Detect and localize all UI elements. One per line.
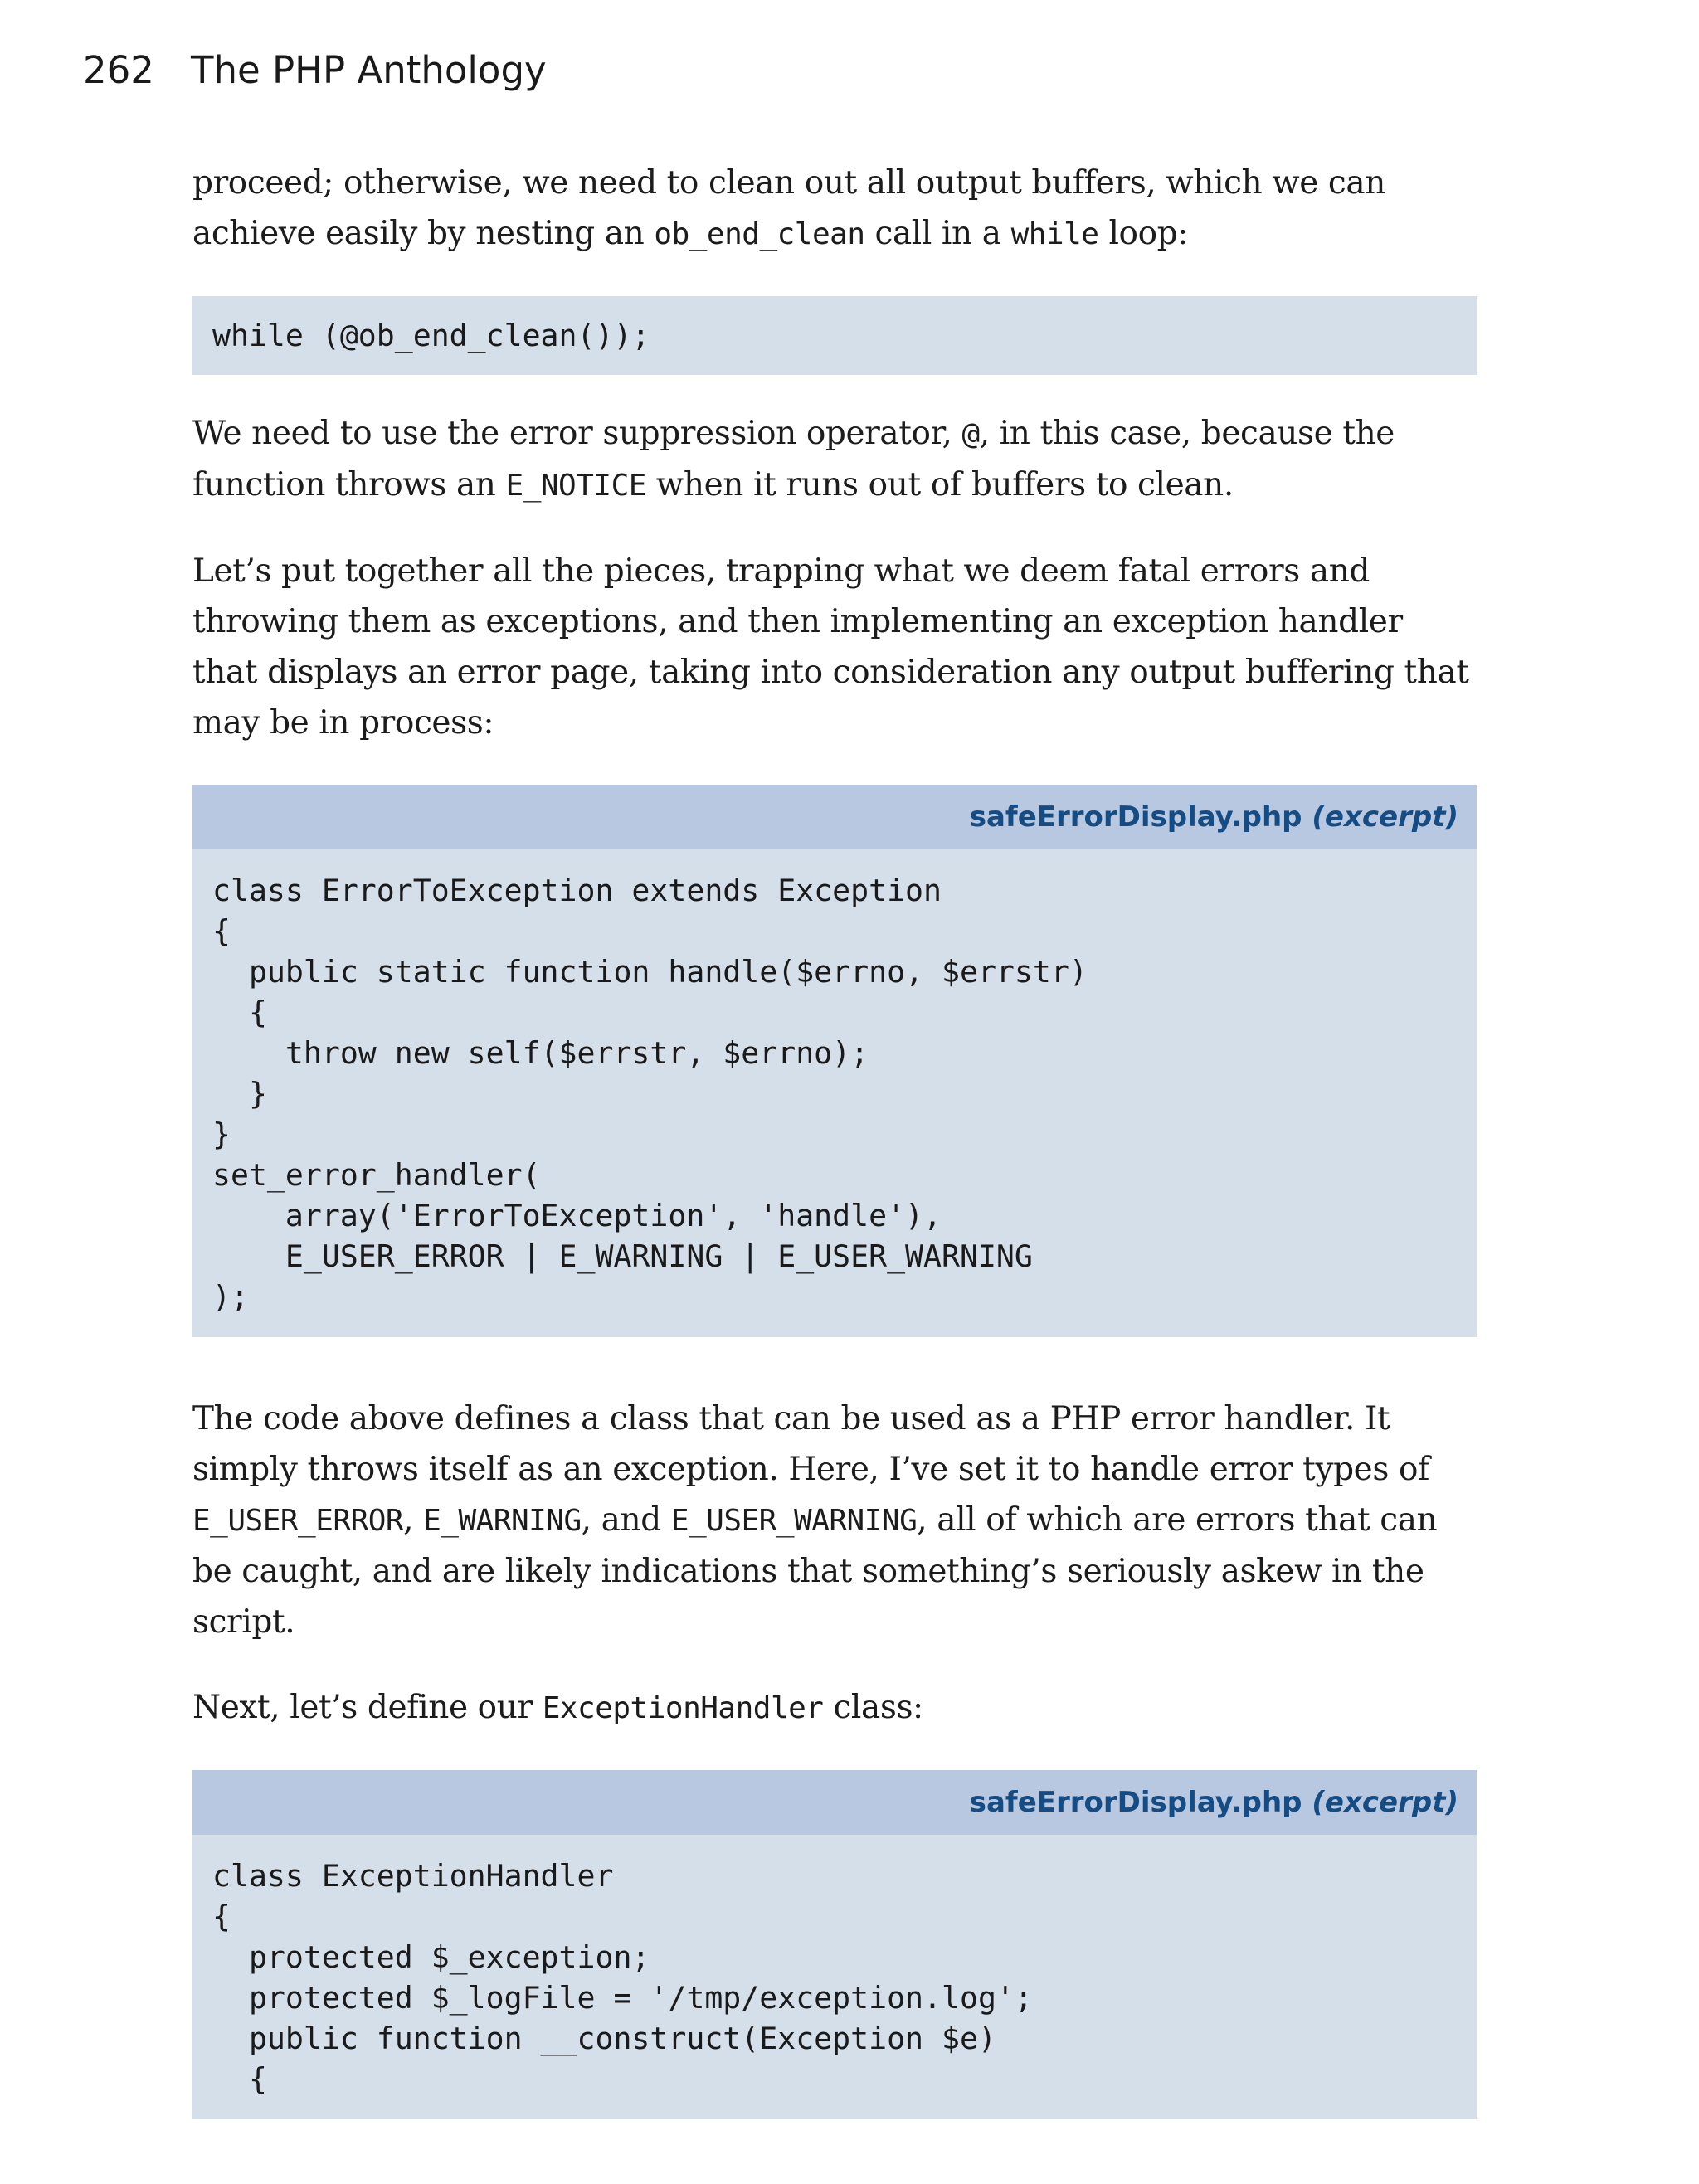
running-header	[83, 48, 547, 92]
paragraph-putting-together: Let’s put together all the pieces, trapping what we deem fatal errors and throwing them as exceptions, and then implementing an exception handler that displays an error page, taking into consideration any output buffering that may be in process:	[192, 552, 1469, 742]
listing-caption	[192, 785, 1477, 849]
listing-caption	[192, 1770, 1477, 1835]
paragraph-next-class: Next, let’s define our ExceptionHandler class:	[192, 1689, 923, 1726]
listing-excerpt-note: (excerpt)	[1312, 1786, 1458, 1819]
main-content	[192, 158, 1477, 2119]
inline-code-e-notice: E_NOTICE	[505, 469, 646, 503]
inline-code-e-warning: E_WARNING	[423, 1504, 582, 1538]
paragraph-error-suppression: We need to use the error suppression operator, @, in this case, because the function throws an E_NOTICE when it runs out of buffers to clean.	[192, 415, 1395, 503]
inline-code-e-user-error: E_USER_ERROR	[192, 1504, 404, 1538]
paragraph-code-explanation: The code above defines a class that can be used as a PHP error handler. It simply throws itself as an exception. Here, I’ve set it to handle error types of E_USER_ERROR, E_WARNING, and E_USER_WARNING, all of which are errors that can be caught, and are likely indications that something’s seriously askew in the script.	[192, 1400, 1438, 1641]
code-block-while-loop: while (@ob_end_clean());	[192, 296, 1477, 375]
page-number: 262	[83, 48, 154, 92]
listing-code: class ExceptionHandler { protected $_exception; protected $_logFile = '/tmp/exception.log'; public function __construct(Exception $e) {	[192, 1835, 1477, 2119]
inline-code-exception-handler: ExceptionHandler	[542, 1691, 824, 1725]
listing-filename: safeErrorDisplay.php	[969, 800, 1302, 834]
inline-code-e-user-warning: E_USER_WARNING	[670, 1504, 918, 1538]
inline-code-at-operator: @	[961, 417, 980, 451]
book-title: The PHP Anthology	[191, 48, 547, 92]
code-listing-exception-handler	[192, 1770, 1477, 2119]
inline-code-while: while	[1010, 217, 1099, 251]
listing-code: class ErrorToException extends Exception { public static function handle($errno, $errstr) { throw new self($errstr, $errno); } } set_error_handler( array('ErrorToException', 'handle'), E_USER_ERROR | E_WARNING | E_USER_WARNING );	[192, 849, 1477, 1337]
paragraph-buffers-intro: proceed; otherwise, we need to clean out all output buffers, which we can achieve easily by nesting an ob_end_clean call in a while loop:	[192, 164, 1385, 252]
listing-excerpt-note: (excerpt)	[1312, 800, 1458, 834]
listing-filename: safeErrorDisplay.php	[969, 1786, 1302, 1819]
inline-code-ob-end-clean: ob_end_clean	[654, 217, 865, 251]
code-listing-error-to-exception	[192, 785, 1477, 1337]
